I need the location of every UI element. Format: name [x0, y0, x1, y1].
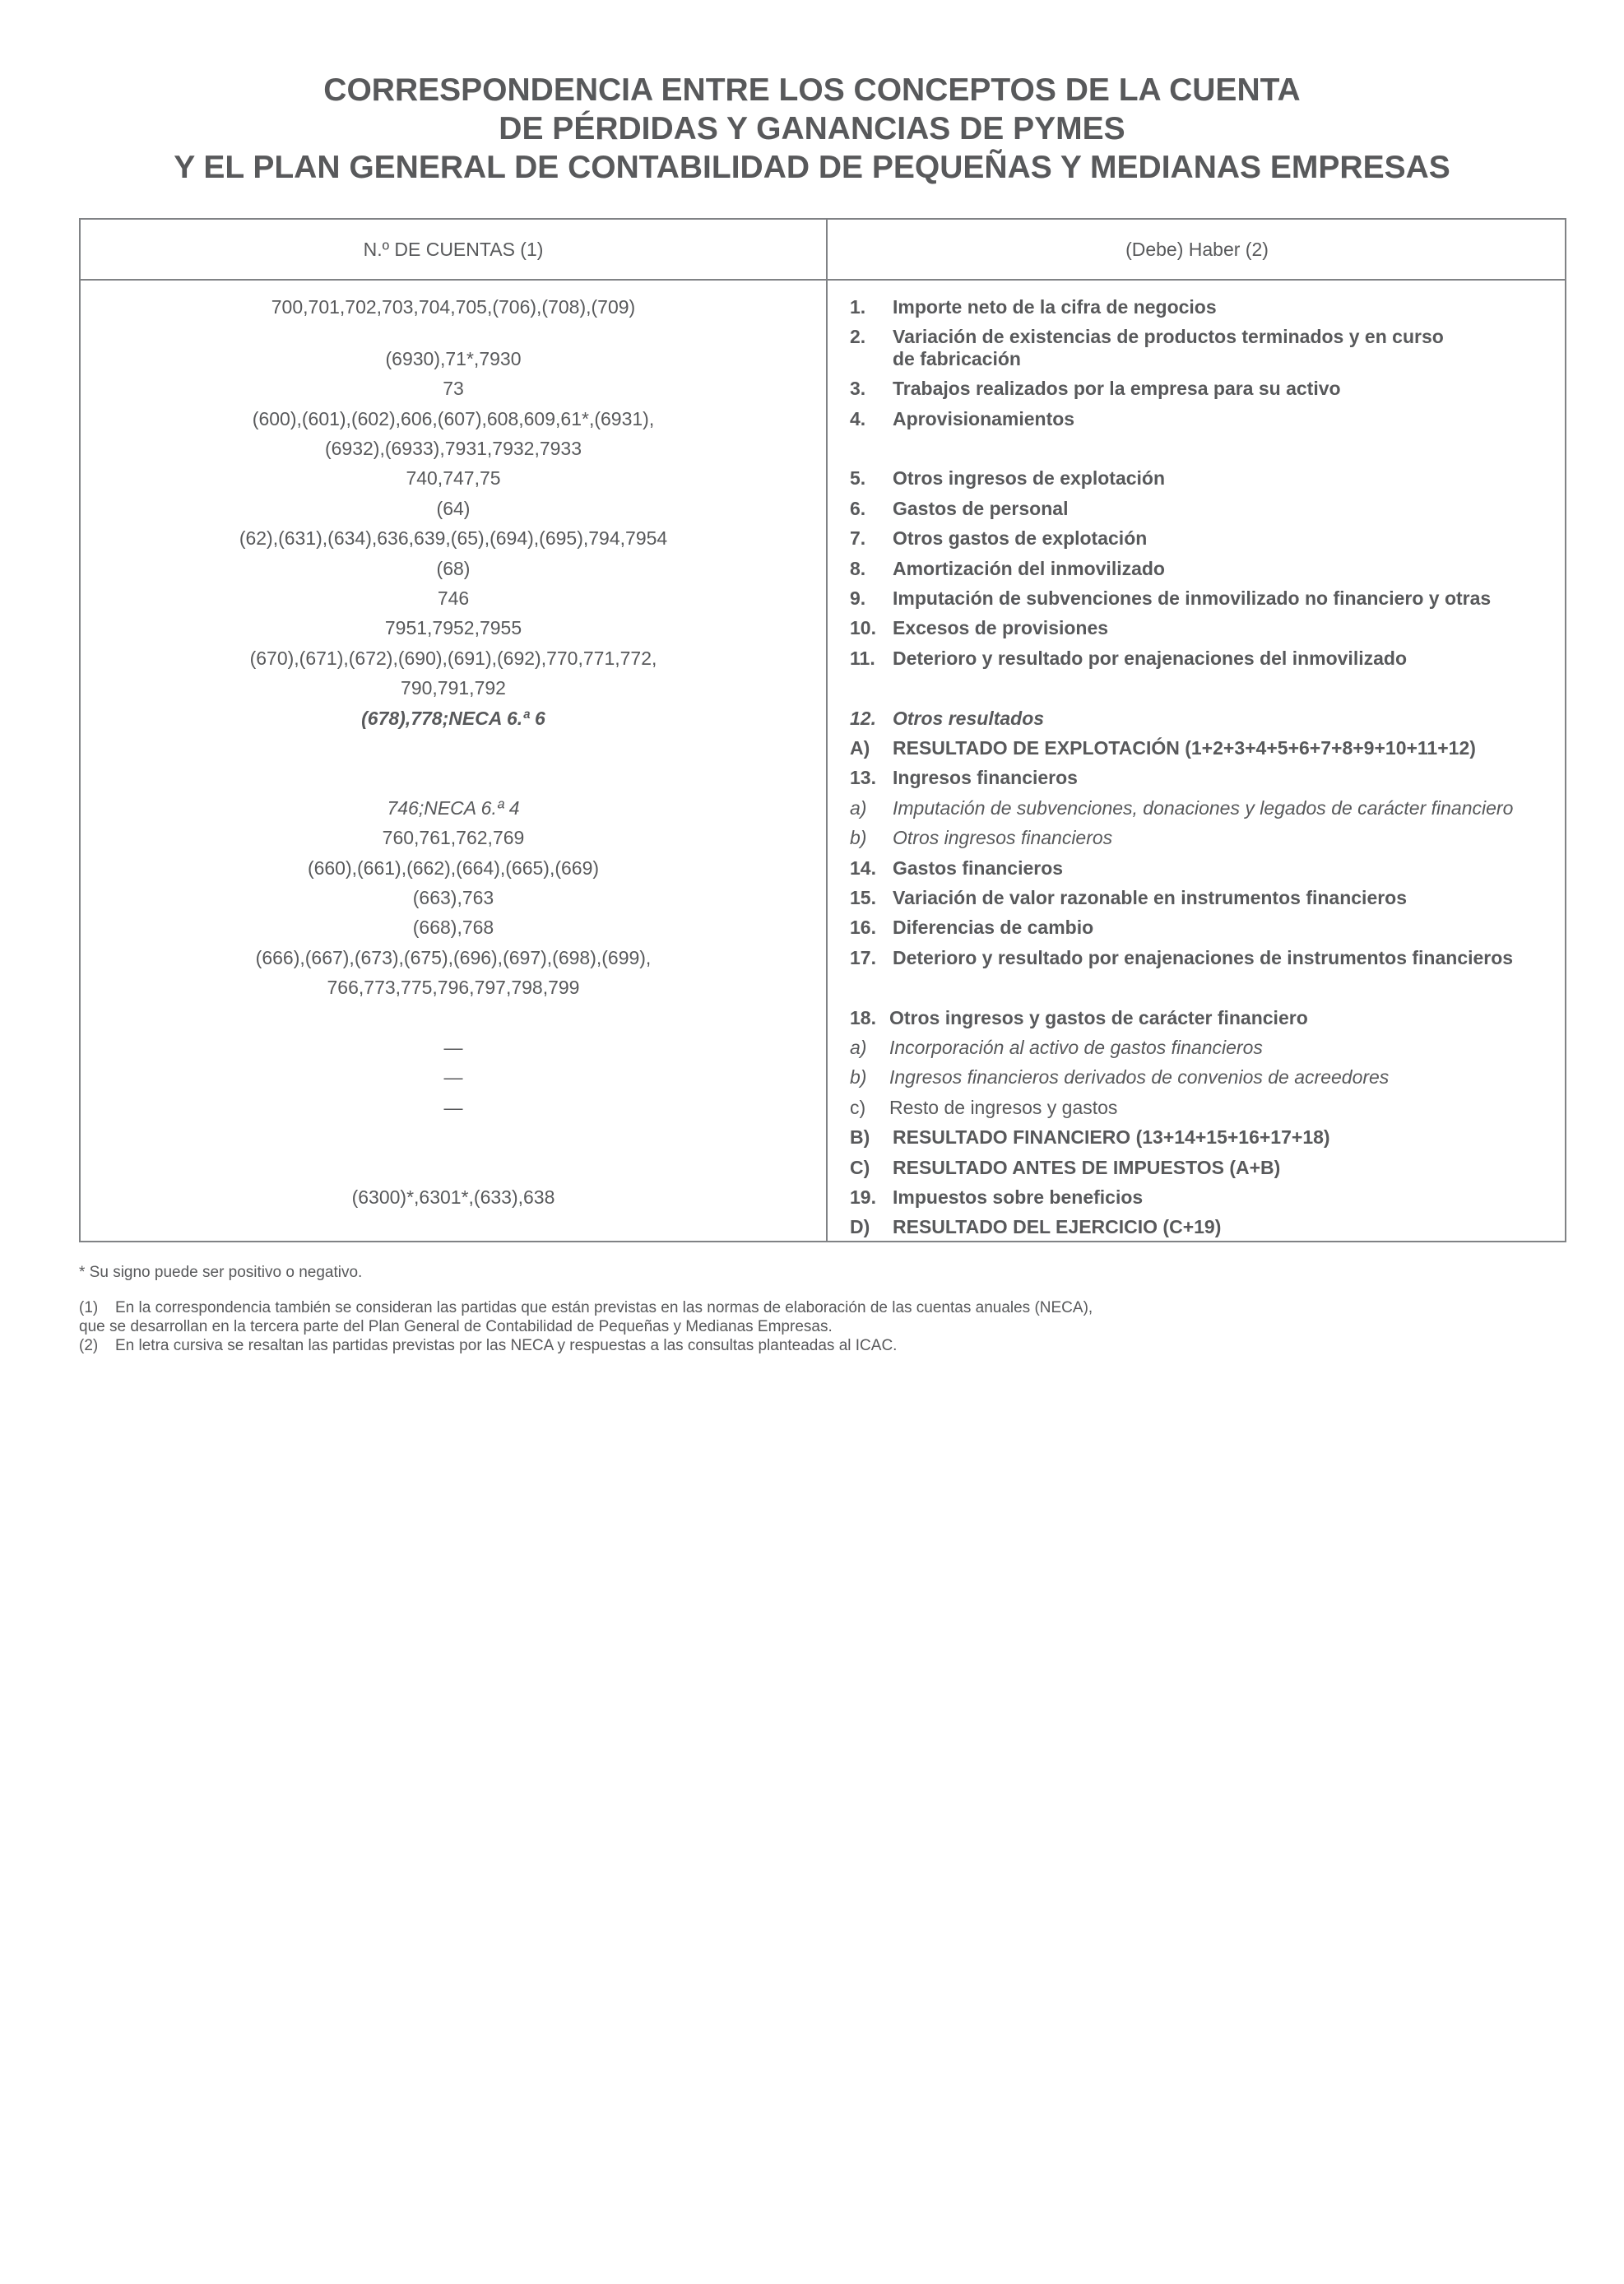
- concept-number: A): [850, 737, 870, 759]
- concept-number: 13.: [850, 767, 876, 788]
- concept-number: 7.: [850, 527, 866, 549]
- account-row: (670),(671),(672),(690),(691),(692),770,771,772,: [249, 648, 657, 669]
- concept-number: B): [850, 1126, 870, 1148]
- account-row: 700,701,702,703,704,705,(706),(708),(709): [271, 296, 636, 318]
- account-row: 790,791,792: [401, 677, 506, 699]
- account-row: —: [443, 1097, 463, 1118]
- account-row: (64): [436, 498, 471, 519]
- account-row: —: [443, 1037, 463, 1058]
- concept-number: 11.: [850, 648, 875, 669]
- concept-text: RESULTADO FINANCIERO (13+14+15+16+17+18): [893, 1126, 1330, 1148]
- concept-text: Amortización del inmovilizado: [893, 558, 1165, 579]
- concept-text: Variación de valor razonable en instrumentos financieros: [893, 887, 1408, 908]
- title-line-1: CORRESPONDENCIA ENTRE LOS CONCEPTOS DE LA CUENTA: [323, 72, 1301, 108]
- correspondence-table: [79, 218, 1566, 1242]
- concept-number: b): [850, 1066, 867, 1088]
- account-row: (678),778;NECA 6.ª 6: [361, 708, 545, 729]
- concept-text: Importe neto de la cifra de negocios: [893, 296, 1217, 318]
- concept-text: Imputación de subvenciones de inmovilizado no financiero y otras: [893, 587, 1492, 609]
- concept-number: D): [850, 1216, 870, 1237]
- concept-text: RESULTADO DE EXPLOTACIÓN (1+2+3+4+5+6+7+8+9+10+11+12): [893, 737, 1476, 759]
- concept-number: 5.: [850, 467, 866, 489]
- concept-text: RESULTADO DEL EJERCICIO (C+19): [893, 1216, 1222, 1237]
- footnote-1-continuation: que se desarrollan en la tercera parte del Plan General de Contabilidad de Pequeñas y Medianas Empresas.: [79, 1318, 833, 1335]
- concept-number: c): [850, 1097, 866, 1118]
- concept-text: Trabajos realizados por la empresa para su activo: [893, 378, 1341, 399]
- concept-number: b): [850, 827, 867, 848]
- concept-number: 2.: [850, 326, 866, 347]
- concept-text: Ingresos financieros derivados de convenios de acreedores: [889, 1066, 1390, 1088]
- concept-text: Otros ingresos y gastos de carácter financiero: [889, 1007, 1308, 1028]
- concept-text: Otros ingresos financieros: [893, 827, 1113, 848]
- concept-number: 14.: [850, 857, 876, 879]
- concept-number: 8.: [850, 558, 866, 579]
- concept-text: Diferencias de cambio: [893, 917, 1094, 938]
- account-row: 760,761,762,769: [382, 827, 525, 848]
- concept-text: Impuestos sobre beneficios: [893, 1186, 1144, 1208]
- header-debe-haber: (Debe) Haber (2): [1125, 239, 1269, 260]
- concept-number: 6.: [850, 498, 866, 519]
- footnote-1-number: (1): [79, 1299, 99, 1316]
- concept-text: Deterioro y resultado por enajenaciones del inmovilizado: [893, 648, 1407, 669]
- account-row: 766,773,775,796,797,798,799: [327, 977, 580, 998]
- concept-text: Resto de ingresos y gastos: [889, 1097, 1118, 1118]
- concept-number: 12.: [850, 708, 876, 729]
- concept-text: Otros gastos de explotación: [893, 527, 1148, 549]
- concept-text: Otros resultados: [893, 708, 1045, 729]
- concept-text: Ingresos financieros: [893, 767, 1078, 788]
- concept-number: 9.: [850, 587, 866, 609]
- account-row: (666),(667),(673),(675),(696),(697),(698),(699),: [255, 947, 652, 968]
- column-divider: [826, 220, 828, 1241]
- footnote-2-number: (2): [79, 1337, 99, 1354]
- account-row: 740,747,75: [406, 467, 501, 489]
- account-row: 746;NECA 6.ª 4: [387, 797, 520, 819]
- concept-number: 19.: [850, 1186, 876, 1208]
- concept-number: a): [850, 797, 867, 819]
- concept-text: Deterioro y resultado por enajenaciones de instrumentos financieros: [893, 947, 1514, 968]
- account-row: (668),768: [412, 917, 494, 938]
- account-row: —: [443, 1066, 463, 1088]
- account-row: (6932),(6933),7931,7932,7933: [324, 438, 582, 459]
- concept-number: 10.: [850, 617, 876, 638]
- concept-text: RESULTADO ANTES DE IMPUESTOS (A+B): [893, 1157, 1281, 1178]
- concept-text: de fabricación: [893, 348, 1021, 369]
- page-title: [0, 71, 1624, 187]
- concept-text: Excesos de provisiones: [893, 617, 1109, 638]
- concept-number: 16.: [850, 917, 876, 938]
- footnote-1-text: En la correspondencia también se consideran las partidas que están previstas en las normas de elaboración de las cuentas anuales (NECA),: [115, 1299, 1093, 1316]
- account-row: 7951,7952,7955: [384, 617, 522, 638]
- account-row: (62),(631),(634),636,639,(65),(694),(695),794,7954: [239, 527, 668, 549]
- concept-number: 18.: [850, 1007, 876, 1028]
- concept-text: Variación de existencias de productos terminados y en curso: [893, 326, 1444, 347]
- account-row: 746: [437, 587, 470, 609]
- account-row: (68): [436, 558, 471, 579]
- concept-number: C): [850, 1157, 870, 1178]
- concept-number: 3.: [850, 378, 866, 399]
- header-divider: [81, 279, 1565, 281]
- concept-text: Incorporación al activo de gastos financieros: [889, 1037, 1263, 1058]
- concept-text: Gastos financieros: [893, 857, 1064, 879]
- title-line-2: DE PÉRDIDAS Y GANANCIAS DE PYMES: [499, 111, 1125, 146]
- concept-text: Gastos de personal: [893, 498, 1069, 519]
- footnote-2-text: En letra cursiva se resaltan las partidas previstas por las NECA y respuestas a las consultas planteadas al ICAC.: [115, 1337, 898, 1354]
- account-row: (6930),71*,7930: [385, 348, 522, 369]
- concept-text: Aprovisionamientos: [893, 408, 1075, 429]
- concept-number: 1.: [850, 296, 866, 318]
- concept-number: 15.: [850, 887, 876, 908]
- concept-text: Imputación de subvenciones, donaciones y legados de carácter financiero: [893, 797, 1514, 819]
- header-accounts: N.º DE CUENTAS (1): [363, 239, 544, 260]
- concept-number: 4.: [850, 408, 866, 429]
- footnote-star: * Su signo puede ser positivo o negativo.: [79, 1264, 363, 1281]
- account-row: (663),763: [412, 887, 494, 908]
- title-line-3: Y EL PLAN GENERAL DE CONTABILIDAD DE PEQUEÑAS Y MEDIANAS EMPRESAS: [174, 150, 1450, 185]
- account-row: (6300)*,6301*,(633),638: [351, 1186, 555, 1208]
- account-row: 73: [443, 378, 464, 399]
- concept-number: 17.: [850, 947, 876, 968]
- concept-text: Otros ingresos de explotación: [893, 467, 1166, 489]
- account-row: (600),(601),(602),606,(607),608,609,61*,(6931),: [252, 408, 655, 429]
- account-row: (660),(661),(662),(664),(665),(669): [307, 857, 600, 879]
- concept-number: a): [850, 1037, 867, 1058]
